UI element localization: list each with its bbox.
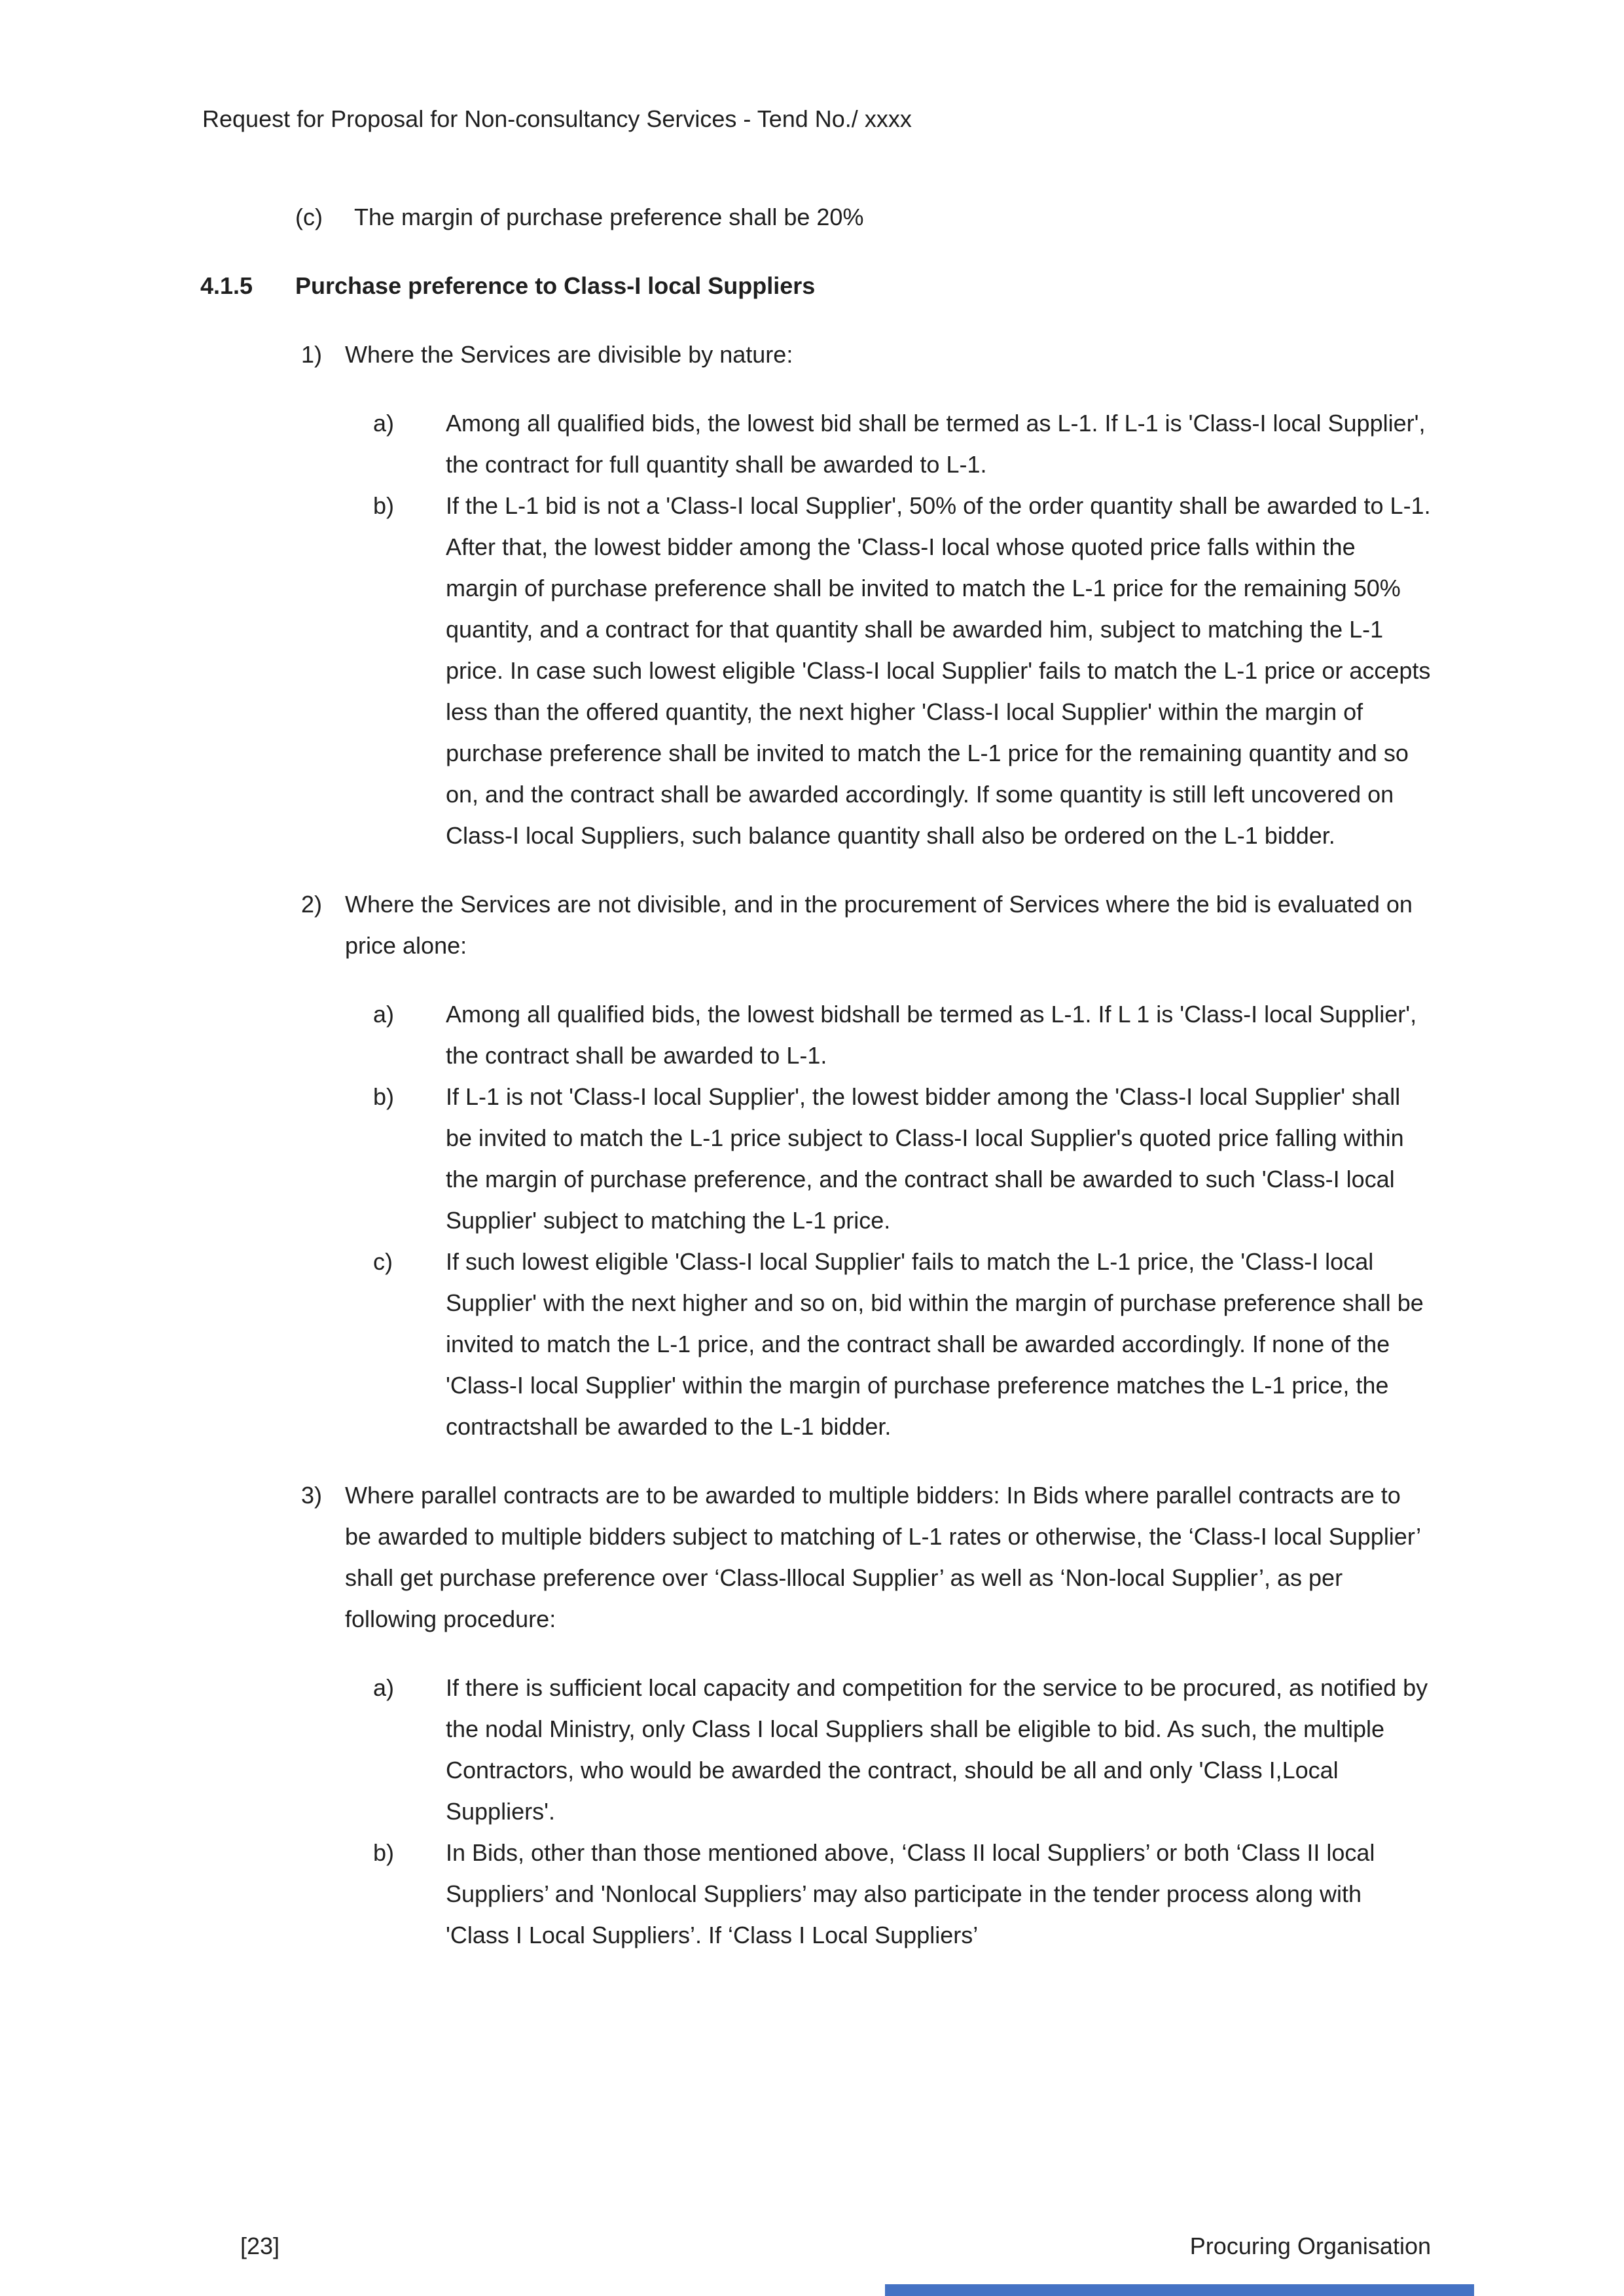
clause-c-text: The margin of purchase preference shall be 20% — [354, 204, 864, 230]
item-3a — [0, 1667, 1431, 1832]
clause-c-label: (c) — [295, 204, 323, 230]
item-1b-text: If the L-1 bid is not a 'Class-I local Supplier', 50% of the order quantity shall be awarded to L-1. After that, the lowest bidder among the 'Class-I local whose quoted price falls within the margin of purchase preference shall be invited to match the L-1 price for the remaining 50% quantity, and a contract for that quantity shall be awarded him, subject to matching the L-1 price. In case such lowest eligible 'Class-I local Supplier' fails to match the L-1 price or accepts less than the offered quantity, the next higher 'Class-I local Supplier' within the margin of purchase preference shall be invited to match the L-1 price for the remaining quantity and so on, and the contract shall be awarded accordingly. If some quantity is still left uncovered on Class-I local Suppliers, such balance quantity shall also be ordered on the L-1 bidder. — [446, 492, 1431, 849]
item-3-sublist — [0, 1667, 1431, 1956]
item-1b — [0, 485, 1431, 856]
item-2-sublist — [0, 994, 1431, 1447]
item-2a — [0, 994, 1431, 1076]
section-heading — [0, 265, 1431, 306]
item-2-number: 2) — [301, 891, 323, 918]
item-1a-text: Among all qualified bids, the lowest bid shall be termed as L-1. If L-1 is 'Class-I local Supplier', the contract for full quantity shall be awarded to L-1. — [446, 410, 1426, 478]
item-1-text: Where the Services are divisible by nature: — [345, 341, 793, 368]
numbered-item-1 — [0, 334, 1431, 375]
item-3b — [0, 1832, 1431, 1956]
next-page-table-header-partial — [885, 2284, 1474, 2296]
item-3-text: Where parallel contracts are to be awarded to multiple bidders: In Bids where parallel contracts are to be awarded to multiple bidders subject to matching of L-1 rates or otherwise, the ‘Class-I local Supplier’ shall get purchase preference over ‘Class-lllocal Supplier’ as well as ‘Non-local Supplier’, as per following procedure: — [345, 1482, 1420, 1632]
page-footer — [240, 2225, 1431, 2267]
item-1-sublist — [0, 403, 1431, 856]
item-1a-letter: a) — [373, 410, 395, 437]
item-1-number: 1) — [301, 341, 323, 368]
item-1b-letter: b) — [373, 492, 395, 519]
page-header: Request for Proposal for Non-consultancy Services - Tend No./ xxxx — [202, 105, 912, 132]
footer-organisation: Procuring Organisation — [1189, 2233, 1431, 2259]
item-2b-letter: b) — [373, 1083, 395, 1110]
item-3-number: 3) — [301, 1482, 323, 1509]
item-2b — [0, 1076, 1431, 1241]
numbered-item-2 — [0, 884, 1431, 966]
item-2b-text: If L-1 is not 'Class-I local Supplier', the lowest bidder among the 'Class-I local Supplier' shall be invited to match the L-1 price subject to Class-I local Supplier's quoted price falling within the margin of purchase preference, and the contract shall be awarded to such 'Class-I local Supplier' subject to matching the L-1 price. — [446, 1083, 1404, 1234]
item-2-text: Where the Services are not divisible, and in the procurement of Services where the bid is evaluated on price alone: — [345, 891, 1413, 959]
item-3b-text: In Bids, other than those mentioned above, ‘Class II local Suppliers’ or both ‘Class II local Suppliers’ and 'Nonlocal Suppliers’ may also participate in the tender process along with 'Class I Local Suppliers’. If ‘Class I Local Suppliers’ — [446, 1839, 1375, 1948]
item-2c-text: If such lowest eligible 'Class-I local Supplier' fails to match the L-1 price, the 'Class-I local Supplier' with the next higher and so on, bid within the margin of purchase preference shall be invited to match the L-1 price, and the contract shall be awarded accordingly. If none of the 'Class-I local Supplier' within the margin of purchase preference matches the L-1 price, the contractshall be awarded to the L-1 bidder. — [446, 1248, 1424, 1440]
item-1a — [0, 403, 1431, 485]
item-2c — [0, 1241, 1431, 1447]
item-2c-letter: c) — [373, 1248, 393, 1275]
numbered-item-3 — [0, 1475, 1431, 1640]
item-3b-letter: b) — [373, 1839, 395, 1866]
section-number: 4.1.5 — [200, 272, 253, 299]
item-2a-text: Among all qualified bids, the lowest bidshall be termed as L-1. If L 1 is 'Class-I local Supplier', the contract shall be awarded to L-1. — [446, 1001, 1417, 1069]
item-3a-letter: a) — [373, 1674, 395, 1701]
section-title: Purchase preference to Class-I local Suppliers — [295, 272, 816, 299]
clause-c — [0, 196, 1431, 238]
page-number: [23] — [240, 2233, 280, 2259]
item-3a-text: If there is sufficient local capacity and competition for the service to be procured, as notified by the nodal Ministry, only Class I local Suppliers shall be eligible to bid. As such, the multiple Contractors, who would be awarded the contract, should be all and only 'Class I,Local Suppliers'. — [446, 1674, 1428, 1825]
item-2a-letter: a) — [373, 1001, 395, 1028]
